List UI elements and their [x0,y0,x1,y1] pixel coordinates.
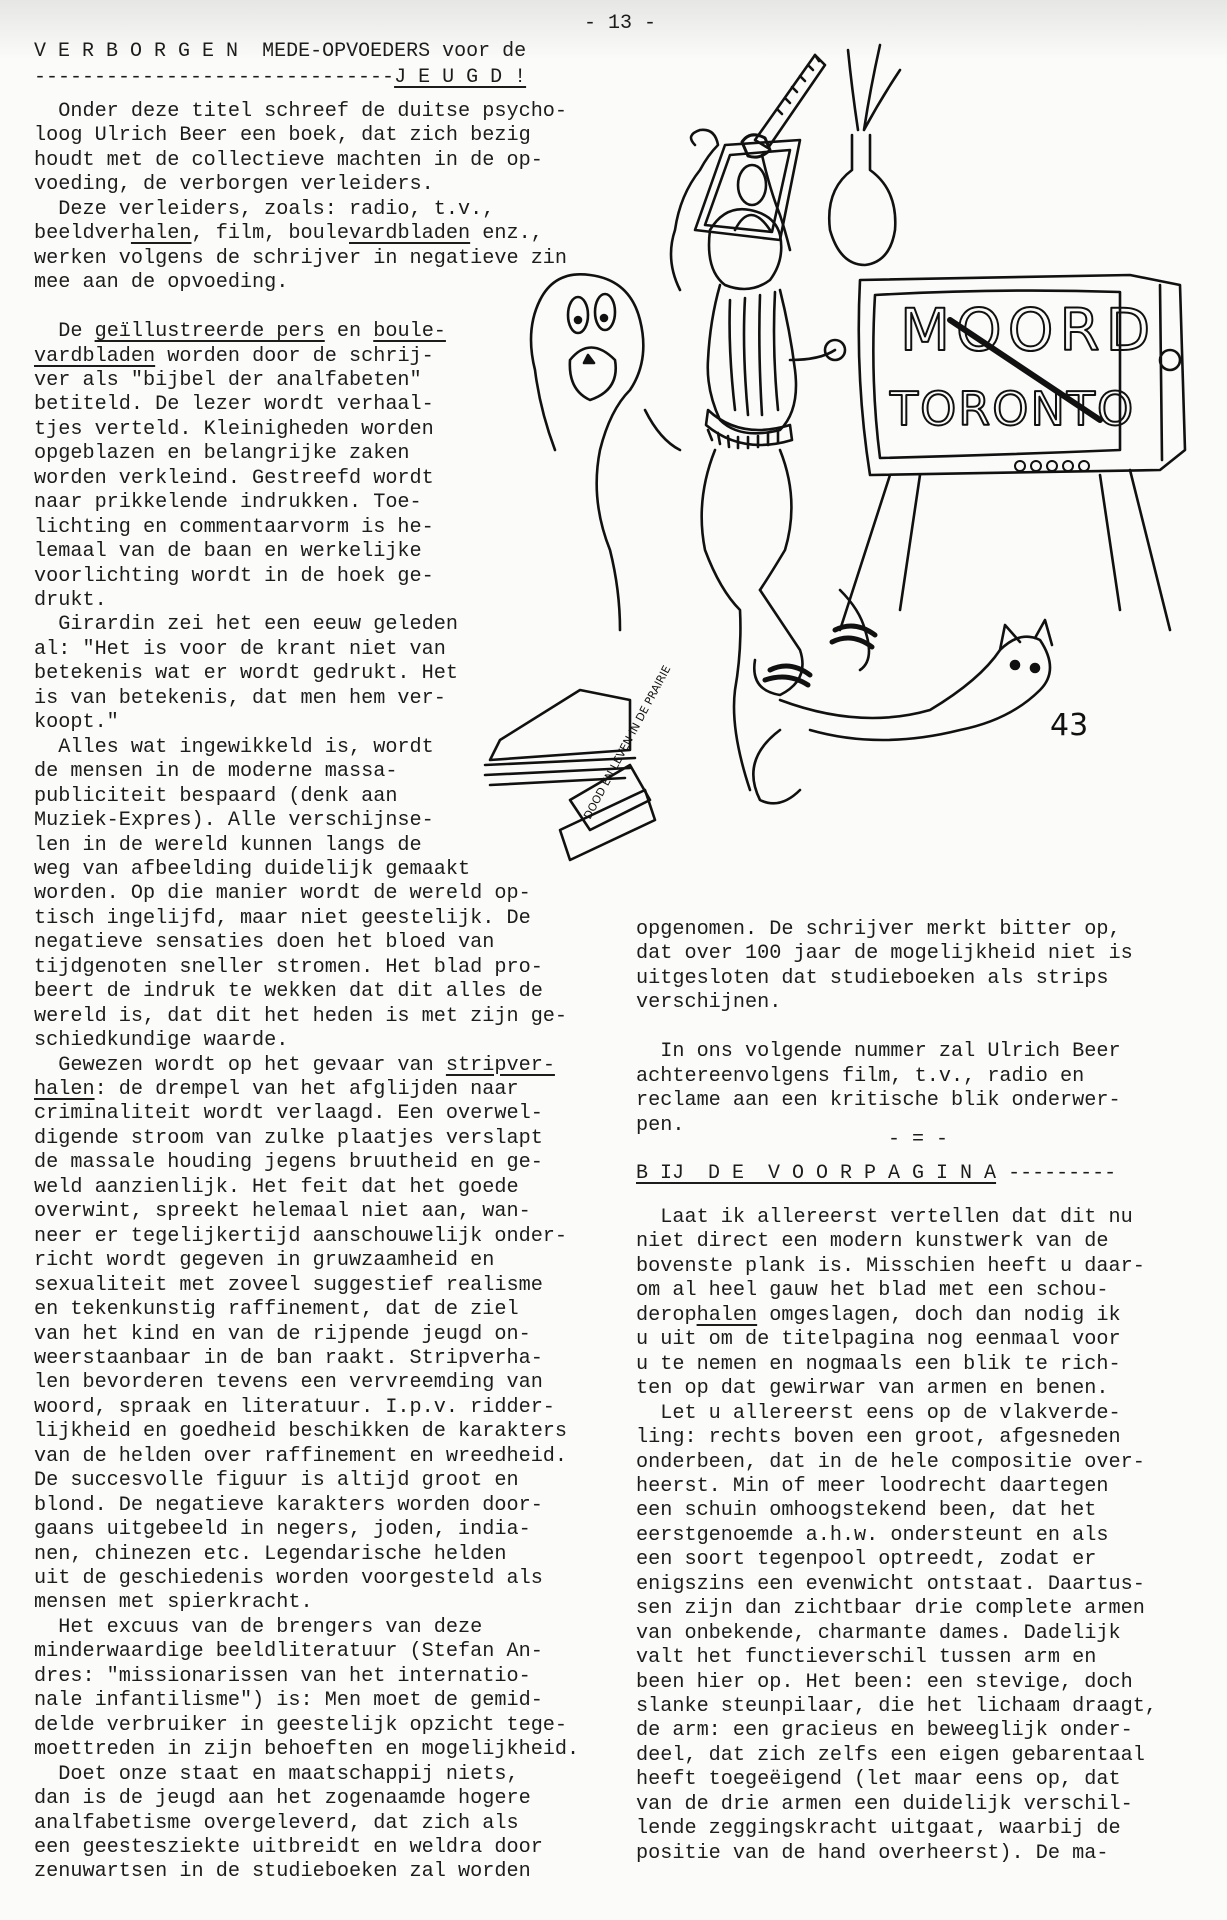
text-line: halen: de drempel van het afglijden naar [34,1078,519,1101]
text-line: schiedkundige waarde. [34,1029,289,1053]
underlined-phrase: stripver- [445,1053,555,1077]
text-line: nale infantilisme") is: Men moet de gemid- [34,1689,543,1713]
text-line: lijkheid en goedheid beschikken de karakters [34,1420,568,1444]
article-title-line2 [34,66,526,89]
text-line: naar prikkelende indrukken. Toe- [34,491,422,515]
text-line: mensen met spierkracht. [34,1591,313,1615]
text-line: heerst. Min of meer loodrecht daartegen [636,1474,1109,1498]
text-line: lemaal van de baan en werkelijke [34,540,422,564]
text-line: zenuwartsen in de studieboeken zal worden [34,1860,531,1884]
text-line: overwint, spreekt helemaal niet aan, wan- [34,1200,531,1224]
underlined-phrase: vardbladen [349,222,471,246]
text-line: weg van afbeelding duidelijk gemaakt [34,857,471,881]
text-line: Doet onze staat en maatschappij niets, [34,1762,519,1786]
text-line: len in de wereld kunnen langs de [34,833,422,857]
text-line: positie van de hand overheerst). De ma- [636,1841,1109,1865]
text-line: vardbladen worden door de schrij- [34,344,434,368]
text-line: De geïllustreerde pers en boule- [34,320,446,344]
text-line: Alles wat ingewikkeld is, wordt [34,735,434,759]
text-line: tijdgenoten sneller stromen. Het blad pro- [34,955,543,979]
dog-figure-drawing [531,274,680,630]
underlined-phrase: vardbladen [34,344,156,368]
text-line: achtereenvolgens film, t.v., radio en [636,1064,1085,1088]
text-line: van de helden over raffinement en wreedheid. [34,1444,568,1468]
text-line: en tekenkunstig raffinement, dat de ziel [34,1298,519,1322]
text-line: om al heel gauw het blad met een schou- [636,1279,1109,1303]
text-line: bovenste plank is. Misschien heeft u daar- [636,1254,1145,1278]
text-line: pen. [636,1113,685,1137]
text-line: wereld is, dat dit het heden is met zijn ge- [34,1004,568,1028]
vase-drawing [829,45,900,265]
text-line: tisch ingelijfd, maar niet geestelijk. De [34,906,531,930]
title-spaced-word: V E R B O R G E N [34,40,239,63]
text-line: valt het functieverschil tussen arm en [636,1646,1097,1670]
title-rest: MEDE-OPVOEDERS voor de [262,40,527,63]
text-line: is van betekenis, dat men hem ver- [34,686,446,710]
text-line: weld aanzienlijk. Het feit dat het goede [34,1175,519,1199]
text-line: reclame aan een kritische blik onderwer- [636,1089,1121,1113]
page-number: - 13 - [584,12,657,35]
text-line: worden verkleind. Gestreefd wordt [34,466,434,490]
magazine-stack-drawing [485,690,655,860]
text-line: negatieve sensaties doen het bloed van [34,931,495,955]
text-line: woord, spraak en literatuur. I.p.v. ridder- [34,1395,555,1419]
text-line: been hier op. Het been: een stevige, doch [636,1670,1133,1694]
text-line: lichting en commentaarvorm is he- [34,515,434,539]
underlined-phrase: boule- [373,320,446,344]
text-line: koopt." [34,711,119,735]
text-line: richt wordt gegeven in gruwzaamheid en [34,1249,495,1273]
text-line: Deze verleiders, zoals: radio, t.v., [34,197,495,221]
text-line: In ons volgende nummer zal Ulrich Beer [636,1040,1121,1064]
text-line: van onbekende, charmante dames. Dadelijk [636,1621,1121,1645]
tied-feet-and-cat-drawing [753,590,1052,803]
text-line: De succesvolle figuur is altijd groot en [34,1469,519,1493]
text-line: ling: rechts boven een groot, afgesneden [636,1426,1121,1450]
text-line: betiteld. De lezer wordt verhaal- [34,393,434,417]
text-line: Let u allereerst eens op de vlakverde- [636,1401,1121,1425]
text-line: tjes verteld. Kleinigheden worden [34,417,434,441]
text-line: voeding, de verborgen verleiders. [34,173,434,197]
text-line: Laat ik allereerst vertellen dat dit nu [636,1206,1133,1229]
text-line: betekenis wat er wordt gedrukt. Het [34,662,459,686]
text-line: nen, chinezen etc. Legendarische helden [34,1542,507,1566]
tv-headline-line1: MOORD [900,296,1157,364]
text-line: voorlichting wordt in de hoek ge- [34,564,434,588]
text-line: een schuin omhoogstekend been, dat het [636,1499,1097,1523]
text-line: Gewezen wordt op het gevaar van stripver- [34,1053,555,1077]
text-line: len bevorderen tevens een vervreemding van [34,1371,543,1395]
text-line: verschijnen. [636,991,782,1015]
text-line: criminaliteit wordt verlaagd. Een overwel- [34,1102,543,1126]
text-line: enigszins een evenwicht ontstaat. Daartus- [636,1572,1145,1596]
underlined-phrase: halen [696,1303,758,1327]
text-line: Het excuus van de brengers van deze [34,1615,483,1639]
text-line: u uit om de titelpagina nog eenmaal voor [636,1328,1121,1352]
tv-headline-line2: TORONTO [890,382,1136,436]
text-line: Onder deze titel schreef de duitse psycho- [34,100,568,123]
man-figure-drawing [671,130,845,790]
text-line: van het kind en van de rijpende jeugd on- [34,1322,531,1346]
text-line: uitgesloten dat studieboeken als strips [636,966,1109,990]
text-line: dat over 100 jaar de mogelijkheid niet is [636,942,1133,966]
article2-title [636,1162,1116,1185]
text-line: onderbeen, dat in de hele compositie over- [636,1450,1145,1474]
text-line: Muziek-Expres). Alle verschijnse- [34,809,434,833]
text-line: een soort tegenpool optreedt, zodat er [636,1548,1097,1572]
article2-title-text: B IJ D E V O O R P A G I N A [636,1162,997,1185]
text-line: lende zeggingskracht uitgaat, waarbij de [636,1817,1121,1841]
underlined-phrase: halen [130,222,192,246]
section-divider: - = - [888,1128,949,1151]
text-line: werken volgens de schrijver in negatieve zin [34,246,568,270]
text-line: analfabetisme overgeleverd, dat zich als [34,1811,519,1835]
text-line: niet direct een modern kunstwerk van de [636,1230,1109,1254]
text-line: ver als "bijbel der analfabeten" [34,368,422,392]
text-line: mee aan de opvoeding. [34,271,289,295]
text-line: de massale houding jegens bruutheid en ge- [34,1151,543,1175]
text-line: blond. De negatieve karakters worden door- [34,1493,543,1517]
artist-signature: 43 [1050,708,1089,743]
text-line: publiciteit bespaard (denk aan [34,784,398,808]
text-line: delde verbruiker in geestelijk opzicht tege- [34,1713,568,1737]
text-line: worden. Op die manier wordt de wereld op- [34,882,531,906]
underlined-phrase: halen [34,1078,95,1101]
text-line: opgeblazen en belangrijke zaken [34,442,410,466]
text-line: de arm: een gracieus en beweeglijk onder- [636,1719,1133,1743]
text-line: ten op dat gewirwar van armen en benen. [636,1377,1109,1401]
text-line: derophalen omgeslagen, doch dan nodig ik [636,1303,1121,1327]
text-line: u te nemen en nogmaals een blik te rich- [636,1352,1121,1376]
text-line: eerstgenoemde a.h.w. ondersteunt en als [636,1523,1109,1547]
text-line: beeldverhalen, film, boulevardbladen enz., [34,222,543,246]
text-line: al: "Het is voor de krant niet van [34,637,446,661]
text-line: neer er tegelijkertijd aanschouwelijk onder- [34,1224,568,1248]
text-line: houdt met de collectieve machten in de op- [34,148,543,172]
text-line: drukt. [34,589,107,612]
tv-knobs [1015,461,1089,471]
title-dashes: ------------------------------ [34,66,395,89]
text-line: dres: "missionarissen van het internatio- [34,1664,531,1688]
text-line: sexualiteit met zoveel suggestief realisme [34,1273,543,1297]
title-last-word: J E U G D ! [394,66,527,89]
text-line: gaans uitgebeeld in negers, joden, india- [34,1518,531,1542]
text-line: beert de indruk te wekken dat dit alles de [34,980,543,1004]
article2-title-trailing: --------- [996,1162,1117,1185]
text-line: een geestesziekte uitbreidt en weldra door [34,1835,543,1859]
text-line: Girardin zei het een eeuw geleden [34,613,459,637]
text-line: heeft toegeëigend (let maar eens op, dat [636,1768,1121,1792]
underlined-phrase: geïllustreerde pers [94,320,325,344]
cartoon-illustration [480,30,1200,930]
text-line: weerstaanbaar in de ban raakt. Stripverha- [34,1346,543,1370]
text-line: minderwaardige beeldliteratuur (Stefan An- [34,1640,543,1664]
text-line: dan is de jeugd aan het zogenaamde hogere [34,1787,531,1811]
text-line: van de drie armen een duidelijk verschil- [636,1792,1133,1816]
article-title [34,40,526,63]
text-line: sen zijn dan zichtbaar drie complete armen [636,1597,1145,1621]
text-line: deel, dat zich zelfs een eigen gebarentaal [636,1743,1145,1767]
magazine-cover-text: DOOD EN LEVEN IN DE PRAIRIE [581,663,674,822]
text-line: uit de geschiedenis worden voorgesteld als [34,1567,543,1590]
text-line: de mensen in de moderne massa- [34,760,398,784]
text-line: opgenomen. De schrijver merkt bitter op, [636,918,1121,941]
text-line: moettreden in zijn behoeften en mogelijkheid. [34,1738,580,1762]
text-line: loog Ulrich Beer een boek, dat zich bezig [34,124,531,148]
text-line: slanke steunpilaar, die het lichaam draagt, [636,1695,1157,1718]
text-line: digende stroom van zulke plaatjes verslapt [34,1126,543,1150]
